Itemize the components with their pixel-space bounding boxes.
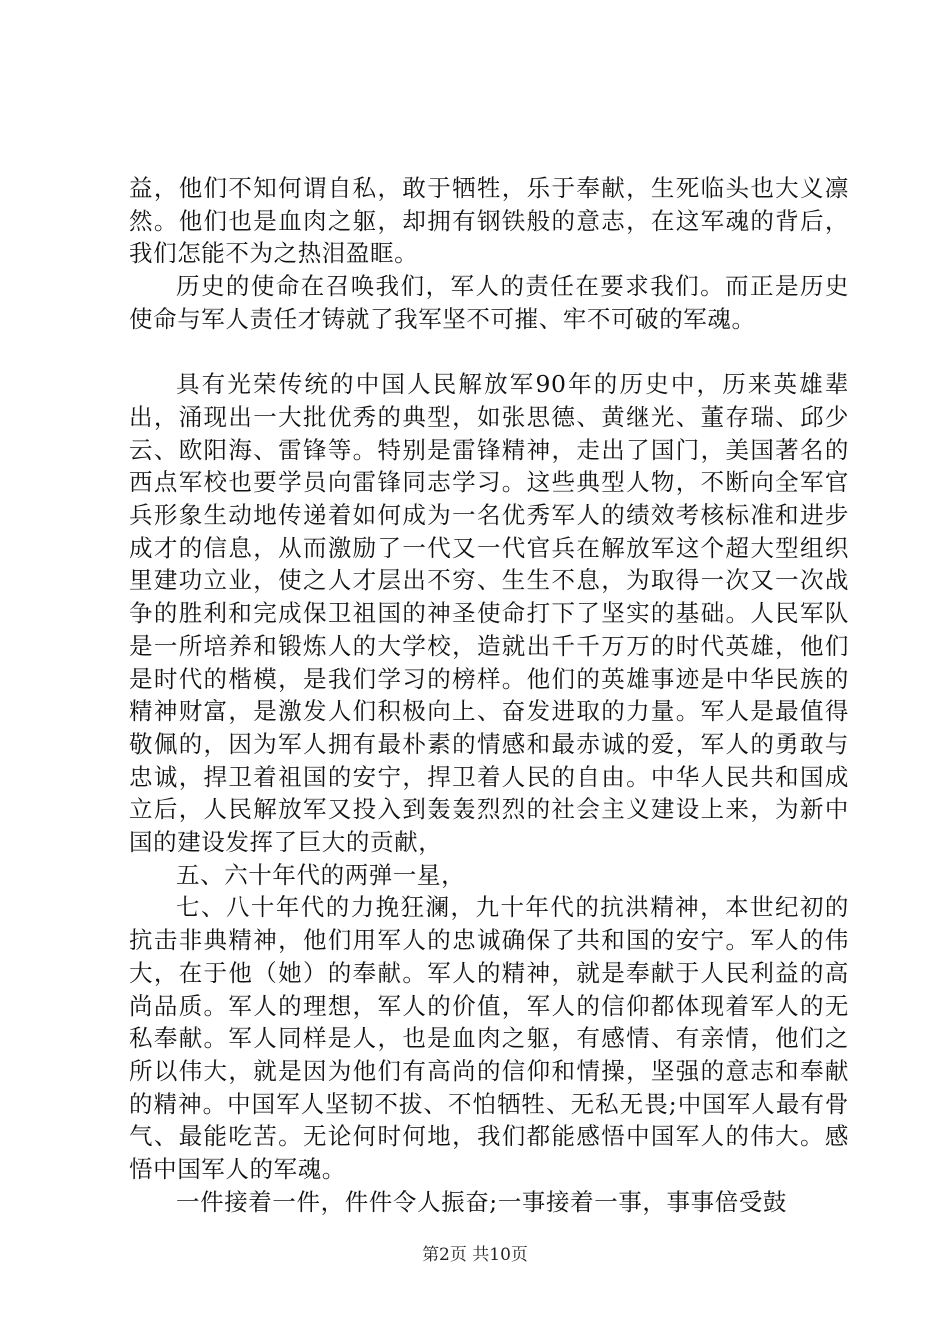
paragraph-spacer — [129, 336, 849, 369]
paragraph-two-bombs: 五、六十年代的两弹一星， — [176, 860, 466, 889]
document-body — [129, 172, 849, 1218]
page-footer: 第2页 共10页 — [422, 1245, 528, 1265]
paragraph-heroes: 具有光荣传统的中国人民解放军90年的历史中，历来英雄辈出，涌现出一大批优秀的典型，如张思德、黄继光、董存瑞、邱少云、欧阳海、雷锋等。特别是雷锋精神，走出了国门，美国著名的西点军校也要学员向雷锋同志学习。这些典型人物，不断向全军官兵形象生动地传递着如何成为一名优秀军人的绩效考核标准和进步成才的信息，从而激励了一代又一代官兵在解放军这个超大型组织里建功立业，使之人才层出不穷、生生不息，为取得一次又一次战争的胜利和完成保卫祖国的神圣使命打下了坚实的基础。人民军队是一所培养和锻炼人的大学校，造就出千千万万的时代英雄，他们是时代的楷模，是我们学习的榜样。他们的英雄事迹是中华民族的精神财富，是激发人们积极向上、奋发进取的力量。军人是最值得敬佩的，因为军人拥有最朴素的情感和最赤诚的爱，军人的勇敢与忠诚，捍卫着祖国的安宁，捍卫着人民的自由。中华人民共和国成立后，人民解放军又投入到轰轰烈烈的社会主义建设上来，为新中国的建设发挥了巨大的贡献， — [129, 370, 849, 857]
paragraph-dedication: 七、八十年代的力挽狂澜，九十年代的抗洪精神，本世纪初的抗击非典精神，他们用军人的忠诚确保了共和国的安宁。军人的伟大，在于他（她）的奉献。军人的精神，就是奉献于人民利益的高尚品质。军人的理想，军人的价值，军人的信仰都体现着军人的无私奉献。军人同样是人，也是血肉之躯，有感情、有亲情，他们之所以伟大，就是因为他们有高尚的信仰和情操，坚强的意志和奉献的精神。中国军人坚韧不拔、不怕牺牲、无私无畏;中国军人最有骨气、最能吃苦。无论何时何地，我们都能感悟中国军人的伟大。感悟中国军人的军魂。 — [129, 893, 849, 1184]
paragraph-mission: 历史的使命在召唤我们，军人的责任在要求我们。而正是历史使命与军人责任才铸就了我军坚不可摧、牢不可破的军魂。 — [129, 272, 849, 333]
paragraph-inspiring: 一件接着一件，件件令人振奋;一事接着一事，事事倍受鼓 — [176, 1187, 788, 1216]
paragraph-continuation: 益，他们不知何谓自私，敢于牺牲，乐于奉献，生死临头也大义凛然。他们也是血肉之躯，却拥有钢铁般的意志，在这军魂的背后，我们怎能不为之热泪盈眶。 — [129, 174, 849, 268]
